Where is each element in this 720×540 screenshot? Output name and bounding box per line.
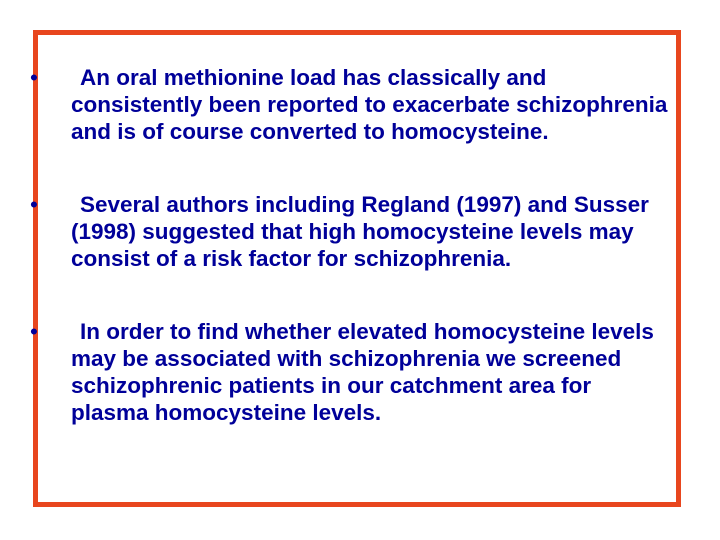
bullet-item-1 [30,64,670,145]
bullet-text: An oral methionine load has classically and consistently been reported to exacerbate schizophrenia and is of course converted to homocysteine. [71,65,668,144]
bullet-marker: • [30,65,38,90]
bullet-marker: • [30,319,38,344]
bullet-marker: • [30,192,38,217]
bullet-text: In order to find whether elevated homocysteine levels may be associated with schizophrenia we screened schizophrenic patients in our catchment area for plasma homocysteine levels. [71,319,654,425]
bullet-text: Several authors including Regland (1997) and Susser (1998) suggested that high homocysteine levels may consist of a risk factor for schizophrenia. [71,192,649,271]
bullet-item-2 [30,191,670,272]
bullet-list [30,64,670,426]
bullet-item-3 [30,318,670,426]
